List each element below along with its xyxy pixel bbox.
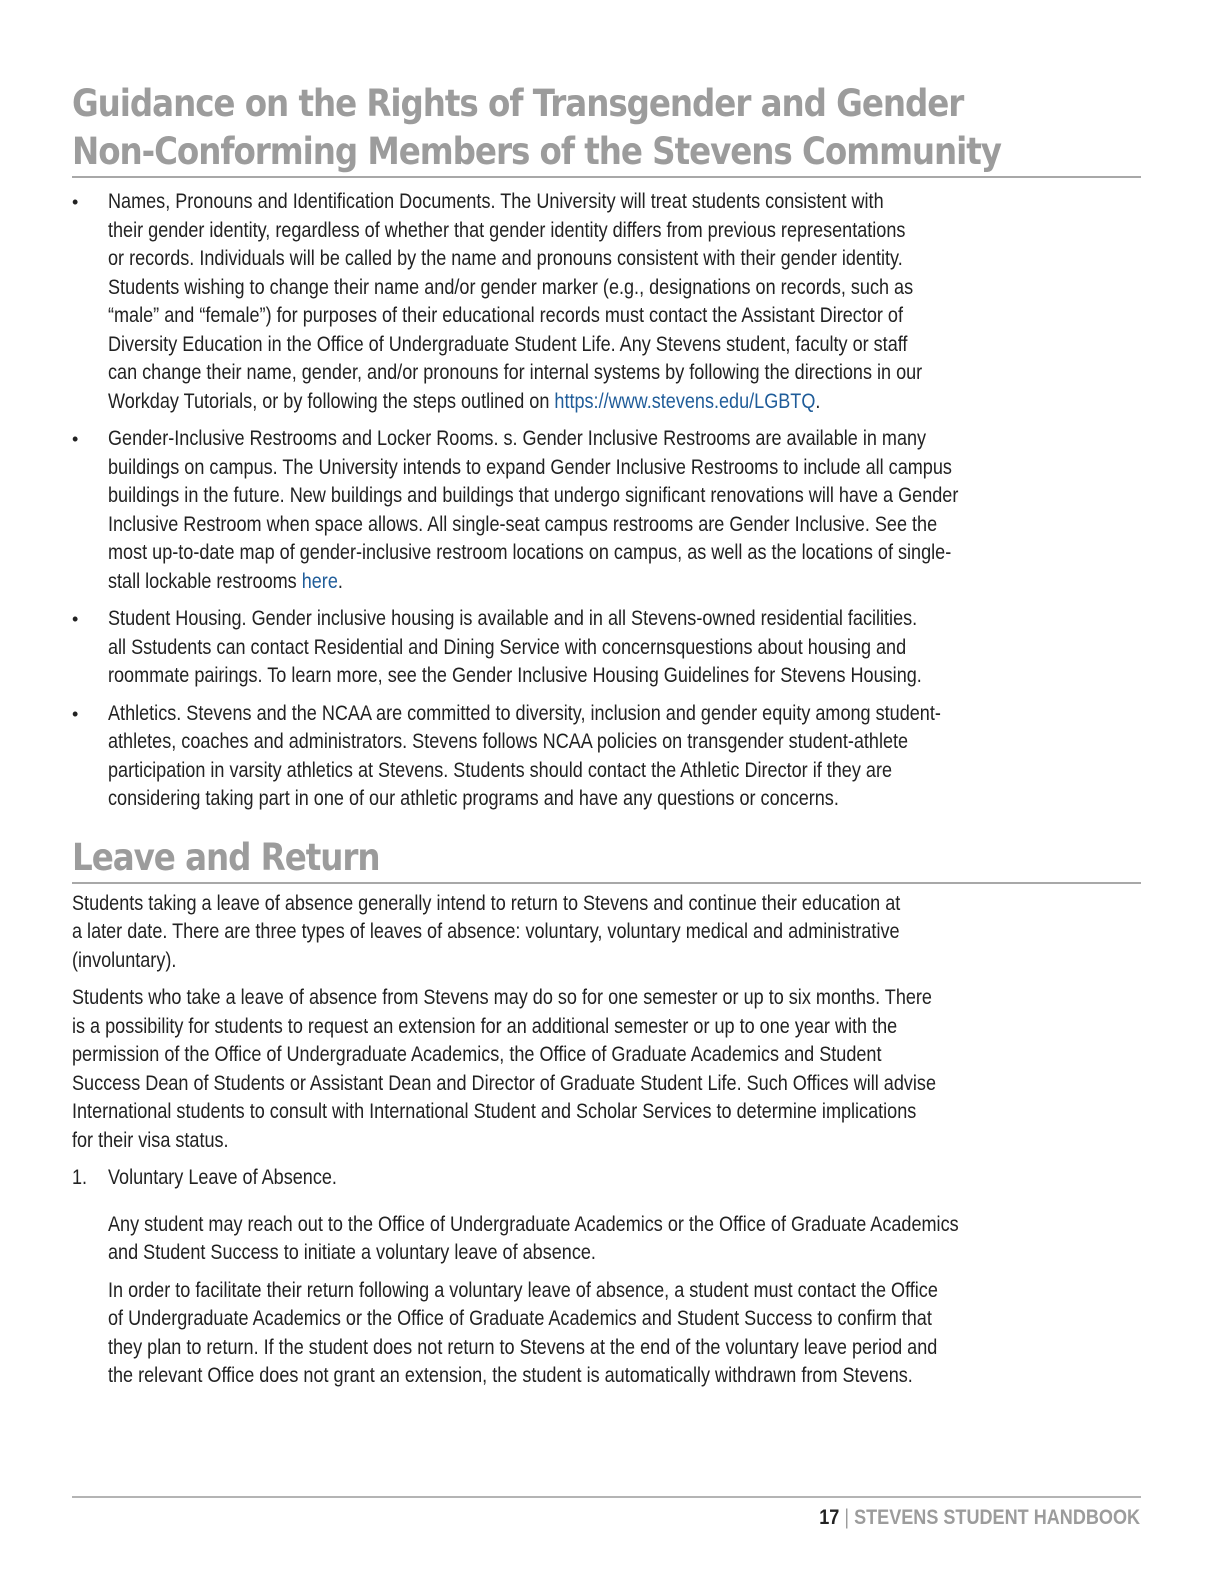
bullet-text: [108, 425, 958, 596]
list-number: 1.: [72, 1166, 88, 1189]
list-item-content: [108, 1164, 959, 1391]
text-line: they plan to return. If the student does not return to Stevens at the end of the voluntary leave period and: [108, 1335, 938, 1359]
text-line: (involuntary).: [72, 948, 177, 972]
text-line: considering taking part in one of our athletic programs and have any questions or concerns.: [108, 787, 839, 810]
spacer: [108, 1202, 959, 1211]
text-line: of Undergraduate Academics or the Office of Graduate Academics and Student Success to confirm that: [108, 1307, 932, 1330]
bullet-text: [108, 188, 922, 416]
bullet-text: [108, 605, 922, 691]
page-footer: [819, 1506, 1140, 1530]
section-body: [72, 890, 1141, 1391]
text-line: permission of the Office of Undergraduate Academics, the Office of Graduate Academics and Student: [72, 1043, 882, 1066]
paragraph-text: [72, 890, 900, 976]
text-line: buildings on campus. The University intends to expand Gender Inclusive Restrooms to include all campus: [108, 455, 952, 479]
text-line: Success Dean of Students or Assistant Dean and Director of Graduate Student Life. Such Offices will advise: [72, 1071, 937, 1095]
section-heading-leave-and-return: Leave and Return: [72, 835, 380, 879]
paragraph-text: [72, 984, 936, 1155]
text-line: Gender-Inclusive Restrooms and Locker Rooms. s. Gender Inclusive Restrooms are available in many: [108, 427, 927, 450]
section-transgender-rights: [72, 80, 1141, 814]
bullet-names-pronouns: [72, 188, 1141, 416]
text-line: buildings in the future. New buildings and buildings that undergo significant renovations will have a Gender: [108, 484, 959, 507]
bullet-icon: •: [72, 192, 79, 212]
bullet-restrooms: [72, 425, 1141, 596]
text-line: [108, 388, 922, 417]
text-line: most up-to-date map of gender-inclusive restroom locations on campus, as well as the locations of single-: [108, 541, 952, 564]
paragraph-leave-duration: [72, 984, 1141, 1155]
section-heading-transgender-rights: [72, 80, 1013, 176]
text-line: International students to consult with International Student and Scholar Services to determine implications: [72, 1100, 917, 1123]
text-line: Names, Pronouns and Identification Documents. The University will treat students consistent with: [108, 190, 884, 213]
heading-divider: [72, 176, 1141, 178]
text-line: and Student Success to initiate a voluntary leave of absence.: [108, 1241, 596, 1264]
footer-separator: |: [844, 1506, 849, 1529]
text-fragment: stall lockable restrooms: [108, 569, 302, 593]
text-line: Inclusive Restroom when space allows. All single-seat campus restrooms are Gender Inclusive. See the: [108, 512, 938, 536]
text-line: the relevant Office does not grant an extension, the student is automatically withdrawn from Stevens.: [108, 1364, 913, 1387]
page-content: [72, 80, 1141, 1391]
text-line: Students taking a leave of absence generally intend to return to Stevens and continue their education at: [72, 891, 901, 915]
text-fragment: .: [815, 389, 821, 413]
text-line: all Sstudents can contact Residential and Dining Service with concernsquestions about housing and: [108, 635, 907, 659]
text-line: roommate pairings. To learn more, see the Gender Inclusive Housing Guidelines for Stevens Housing.: [108, 664, 922, 687]
text-line: Students who take a leave of absence from Stevens may do so for one semester or up to six months. There: [72, 986, 932, 1009]
text-line: their gender identity, regardless of whether that gender identity differs from previous representations: [108, 218, 906, 242]
bullet-athletics: [72, 700, 1141, 814]
bullet-icon: •: [72, 609, 79, 629]
handbook-title: STEVENS STUDENT HANDBOOK: [854, 1506, 1140, 1529]
text-line: Student Housing. Gender inclusive housing is available and in all Stevens-owned residential facilities.: [108, 607, 918, 630]
text-line: Diversity Education in the Office of Undergraduate Student Life. Any Stevens student, faculty or staff: [108, 332, 908, 356]
heading-line: Guidance on the Rights of Transgender and Gender: [72, 82, 964, 125]
text-line: for their visa status.: [72, 1128, 229, 1152]
text-line: athletes, coaches and administrators. Stevens follows NCAA policies on transgender student-athlete: [108, 730, 909, 753]
spacer: [108, 1268, 959, 1277]
list-item-voluntary-leave: [72, 1164, 1141, 1391]
footer-divider: [72, 1496, 1141, 1498]
page-number: 17: [819, 1506, 840, 1529]
text-line: a later date. There are three types of leaves of absence: voluntary, voluntary medical and administrative: [72, 920, 900, 943]
text-line: is a possibility for students to request an extension for an additional semester or up to one year with the: [72, 1014, 898, 1038]
section-leave-and-return: [72, 834, 1141, 1391]
text-line: Athletics. Stevens and the NCAA are committed to diversity, inclusion and gender equity among student-: [108, 701, 941, 725]
rights-bullet-list: [72, 188, 1141, 814]
text-line: “male” and “female”) for purposes of their educational records must contact the Assistant Director of: [108, 304, 904, 327]
text-fragment: .: [337, 569, 343, 593]
text-line: can change their name, gender, and/or pronouns for internal systems by following the directions in our: [108, 361, 923, 384]
leave-types-list: [72, 1164, 1141, 1391]
text-line: Any student may reach out to the Office of Undergraduate Academics or the Office of Graduate Academics: [108, 1212, 959, 1236]
bullet-icon: •: [72, 429, 79, 449]
text-line: In order to facilitate their return following a voluntary leave of absence, a student must contact the Office: [108, 1278, 938, 1302]
text-line: or records. Individuals will be called by the name and pronouns consistent with their gender identity.: [108, 247, 903, 270]
text-fragment: Workday Tutorials, or by following the steps outlined on: [108, 389, 555, 413]
heading-line: Non-Conforming Members of the Stevens Community: [72, 130, 1001, 173]
bullet-housing: [72, 605, 1141, 691]
paragraph-leave-intro: [72, 890, 1141, 976]
heading-divider: [72, 882, 1141, 884]
list-item-title: Voluntary Leave of Absence.: [108, 1166, 337, 1189]
bullet-icon: •: [72, 703, 79, 724]
bullet-text: [108, 700, 941, 814]
text-line: participation in varsity athletics at Stevens. Students should contact the Athletic Director if they are: [108, 758, 893, 782]
restroom-map-link[interactable]: here: [301, 569, 338, 593]
lgbtq-link[interactable]: https://www.stevens.edu/LGBTQ: [554, 389, 816, 413]
text-line: [108, 568, 958, 597]
text-line: Students wishing to change their name and/or gender marker (e.g., designations on records, such as: [108, 275, 914, 299]
